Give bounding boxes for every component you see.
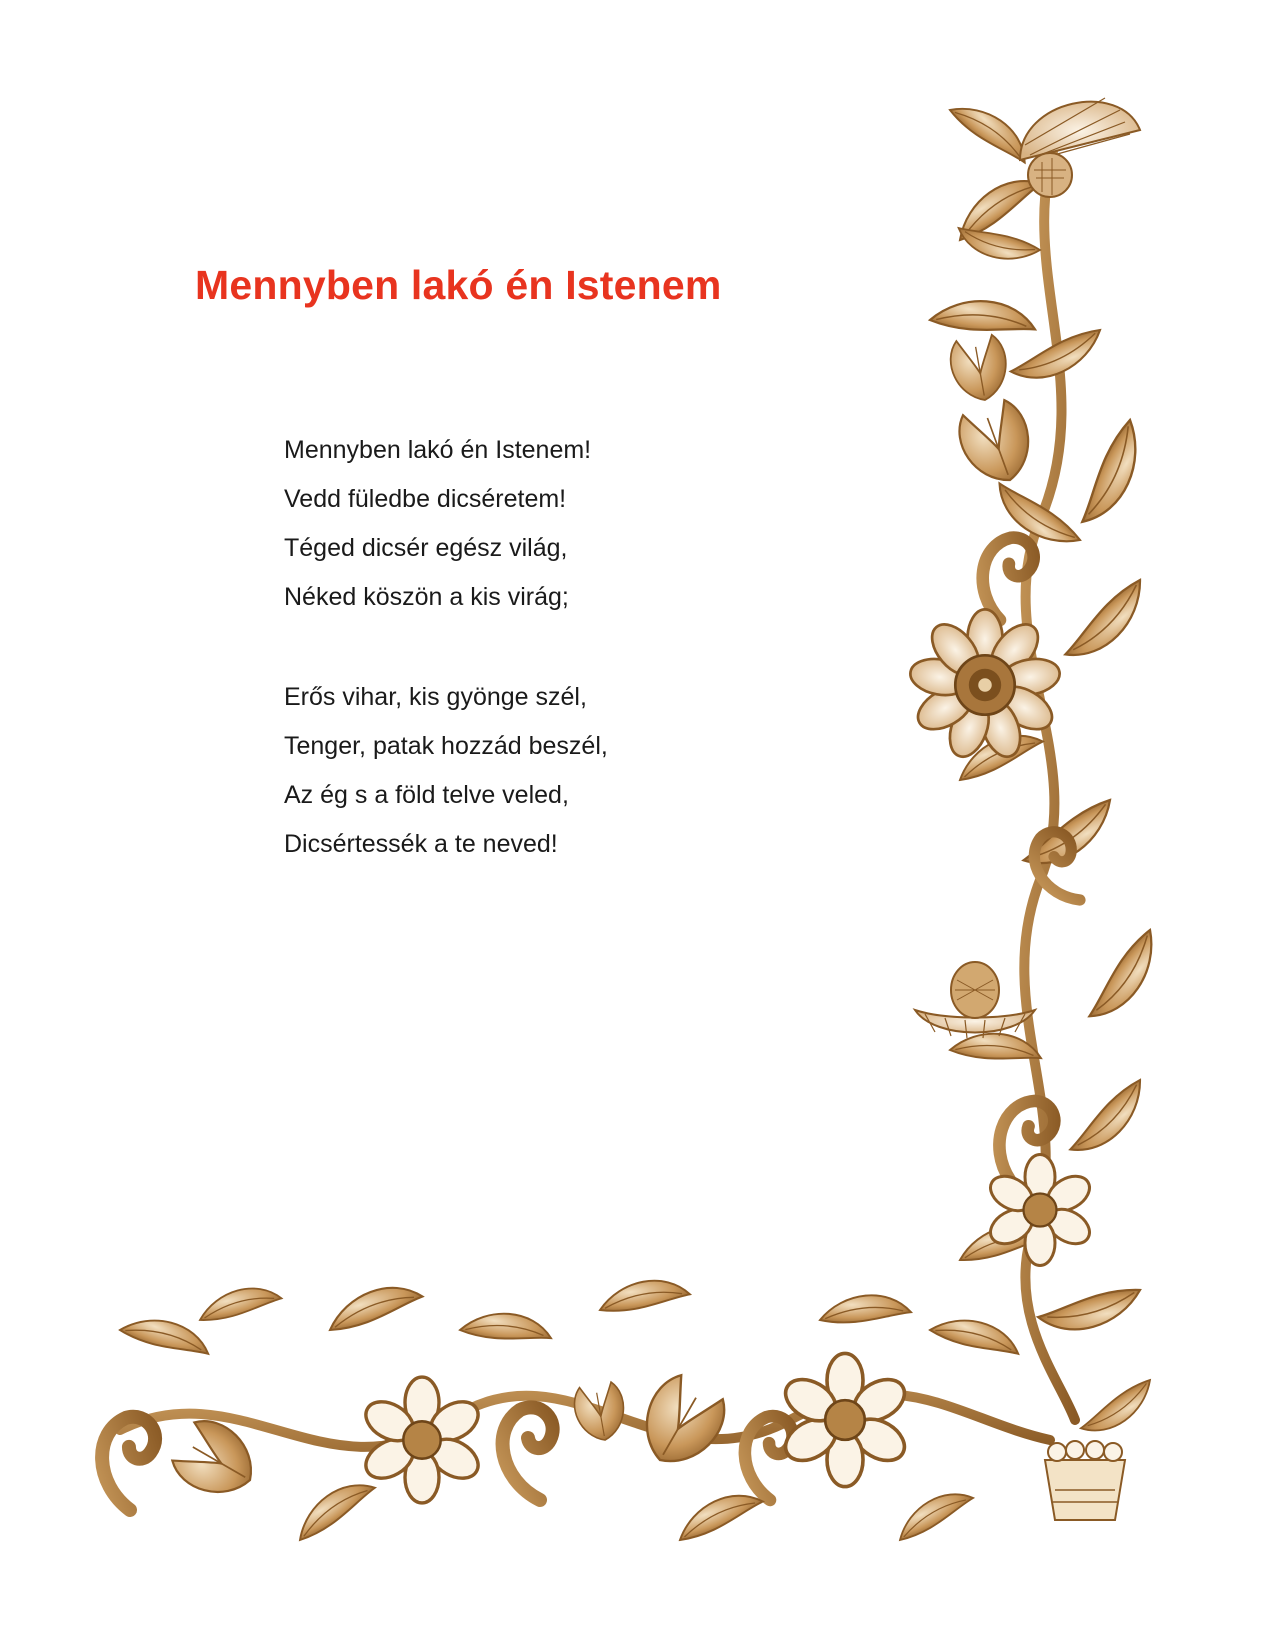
- poem-line: Erős vihar, kis gyönge szél,: [284, 683, 587, 711]
- page-title: Mennyben lakó én Istenem: [195, 262, 722, 308]
- poem-line: Az ég s a föld telve veled,: [284, 781, 569, 809]
- poem: [284, 426, 608, 920]
- stanza: [284, 673, 608, 869]
- bottom-vine: [93, 1277, 1050, 1542]
- poem-line: Téged dicsér egész világ,: [284, 534, 568, 562]
- poem-line: Tenger, patak hozzád beszél,: [284, 732, 608, 760]
- poem-line: Néked köszön a kis virág;: [284, 583, 569, 611]
- poem-line: Vedd füledbe dicséretem!: [284, 485, 567, 513]
- stanza: [284, 426, 608, 622]
- right-vine: [908, 91, 1172, 1520]
- poem-line: Mennyben lakó én Istenem!: [284, 436, 592, 464]
- poem-line: Dicsértessék a te neved!: [284, 830, 558, 858]
